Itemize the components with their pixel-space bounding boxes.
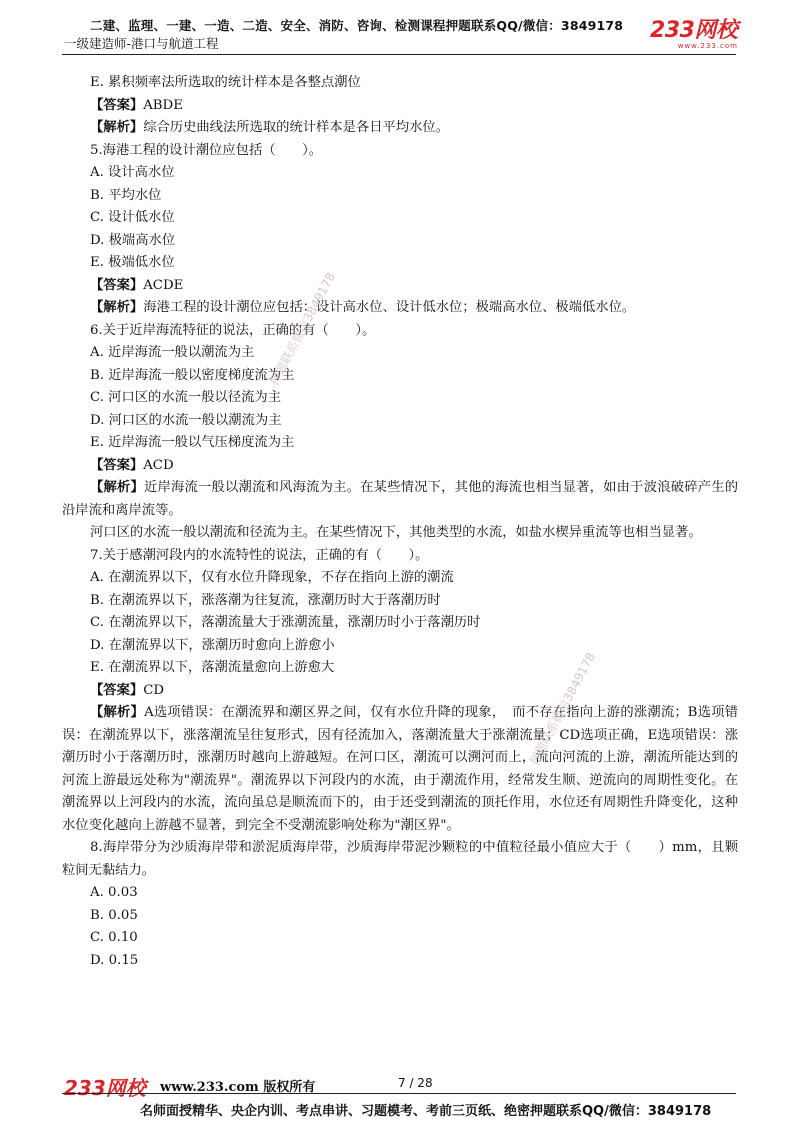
line-text: B. 近岸海流一般以密度梯度流为主: [90, 367, 295, 383]
section-tag: 【答案】: [90, 97, 144, 113]
section-tag: 【解析】: [90, 480, 145, 495]
header-subtitle: 一级建造师-港口与航道工程: [64, 36, 219, 51]
section-tag: 【解析】: [90, 120, 144, 135]
line-text: C. 在潮流界以下，落潮流量大于涨潮流量，涨潮历时小于落潮历时: [90, 615, 481, 630]
line-text: 6.关于近岸海流特征的说法，正确的有（ ）。: [90, 322, 376, 338]
footer-ad-line: 名师面授精华、央企内训、考点串讲、习题模考、考前三页纸、绝密押题联系QQ/微信：3849178: [140, 1104, 712, 1119]
line-text: 海港工程的设计潮位应包括：设计高水位、设计低水位；极端高水位、极端低水位。: [143, 300, 636, 315]
line-text: E. 累积频率法所选取的统计样本是各整点潮位: [90, 75, 361, 90]
watermark: 押题联系微信3849178: [526, 650, 599, 768]
line-text: B. 0.05: [90, 907, 138, 923]
line-text: A. 0.03: [90, 885, 138, 900]
text-line: [62, 882, 738, 905]
text-line: [62, 837, 738, 882]
answer-line: [62, 297, 738, 320]
text-line: [62, 72, 738, 95]
footer-divider: [62, 1093, 736, 1094]
line-text: D. 河口区的水流一般以潮流为主: [90, 412, 282, 428]
text-line: [62, 905, 738, 928]
line-text: B. 在潮流界以下，涨落潮为往复流，涨潮历时大于落潮历时: [90, 592, 441, 608]
section-tag: 【答案】: [90, 457, 144, 473]
line-text: 近岸海流一般以潮流和风海流为主。在某些情况下，其他的海流也相当显著，如由于波浪破碎产生的沿岸流和离岸流等。: [62, 480, 739, 518]
answer-line: [62, 95, 738, 118]
line-text: C. 设计低水位: [90, 210, 175, 225]
header-ad-line: 二建、监理、一建、一造、二造、安全、消防、咨询、检测课程押题联系QQ/微信：3849178: [90, 18, 624, 33]
text-line: [62, 950, 738, 973]
text-line: [62, 927, 738, 950]
line-text: E. 在潮流界以下，落潮流量愈向上游愈大: [90, 660, 335, 675]
document-body: [62, 72, 738, 972]
line-text: A. 近岸海流一般以潮流为主: [90, 345, 255, 360]
text-line: [62, 612, 738, 635]
line-text: 5.海港工程的设计潮位应包括（ ）。: [90, 142, 323, 158]
line-text: ACD: [143, 457, 174, 473]
text-line: [62, 320, 738, 343]
line-text: A. 设计高水位: [90, 165, 175, 180]
line-text: E. 近岸海流一般以气压梯度流为主: [90, 435, 295, 450]
header-divider: [62, 54, 736, 55]
answer-line: [62, 477, 738, 522]
text-line: [62, 140, 738, 163]
text-line: [62, 410, 738, 433]
section-tag: 【解析】: [90, 300, 144, 315]
answer-line: [62, 275, 738, 298]
footer-copyright: www.233.com 版权所有: [160, 1080, 316, 1095]
text-line: [62, 432, 738, 455]
line-text: D. 0.15: [90, 952, 139, 968]
line-text: D. 极端高水位: [90, 232, 176, 248]
site-logo-url: www.233.com: [677, 42, 738, 50]
answer-line: [62, 680, 738, 703]
line-text: A. 在潮流界以下，仅有水位升降现象，不存在指向上游的潮流: [90, 570, 454, 585]
line-text: CD: [143, 682, 165, 698]
answer-line: [62, 455, 738, 478]
line-text: ABDE: [143, 97, 183, 113]
text-line: [62, 207, 738, 230]
line-text: 河口区的水流一般以潮流和径流为主。在某些情况下，其他类型的水流，如盐水楔异重流等也相当显著。: [90, 525, 702, 540]
text-line: [62, 545, 738, 568]
text-line: [62, 185, 738, 208]
text-line: [62, 230, 738, 253]
text-line: [62, 590, 738, 613]
text-line: [62, 252, 738, 275]
line-text: C. 河口区的水流一般以径流为主: [90, 390, 282, 405]
text-line: [62, 162, 738, 185]
line-text: ACDE: [143, 277, 184, 293]
line-text: 综合历史曲线法所选取的统计样本是各日平均水位。: [143, 120, 450, 135]
text-line: [62, 522, 738, 545]
line-text: 8.海岸带分为沙质海岸带和淤泥质海岸带，沙质海岸带泥沙颗粒的中值粒径最小值应大于（ ）mm，且颗粒间无黏结力。: [62, 840, 738, 878]
site-logo-text: 233网校: [650, 18, 738, 43]
answer-line: [62, 117, 738, 140]
line-text: E. 极端低水位: [90, 255, 175, 270]
text-line: [62, 635, 738, 658]
answer-line: [62, 702, 738, 837]
text-line: [62, 657, 738, 680]
text-line: [62, 567, 738, 590]
line-text: D. 在潮流界以下，涨潮历时愈向上游愈小: [90, 637, 335, 653]
section-tag: 【解析】: [90, 705, 145, 720]
site-logo: [650, 20, 738, 50]
text-line: [62, 387, 738, 410]
line-text: C. 0.10: [90, 930, 138, 945]
line-text: B. 平均水位: [90, 187, 162, 203]
footer-logo: 233网校: [64, 1076, 146, 1100]
line-text: A选项错误：在潮流界和潮区界之间，仅有水位升降的现象， 而不存在指向上游的涨潮流；B选项错误：在潮流界以下，涨落潮流呈往复形式，因有径流加入，落潮流量大于涨潮流量；CD选项正确，E选项错误：涨潮历时小于落潮历时，涨潮历时越向上游越短。在河口区，潮流可以溯河而上，流向河流的上游，潮流所能达到的河流上游最远处称为"潮流界"。潮流界以下河段内的水流，由于潮流作用，经常发生顺、逆流向的周期性变化。在潮流界以上河段内的水流，流向虽总是顺流而下的，由于还受到潮流的顶托作用，水位还有周期性升降变化，这种水位变化越向上游越不显著，到完全不受潮流影响处称为"潮区界"。: [62, 705, 739, 833]
watermark: 押题联系微信3849178: [266, 270, 339, 388]
page-number: 7 / 28: [398, 1076, 433, 1090]
section-tag: 【答案】: [90, 682, 144, 698]
section-tag: 【答案】: [90, 277, 144, 293]
line-text: 7.关于感潮河段内的水流特性的说法，正确的有（ ）。: [90, 547, 429, 563]
text-line: [62, 365, 738, 388]
text-line: [62, 342, 738, 365]
